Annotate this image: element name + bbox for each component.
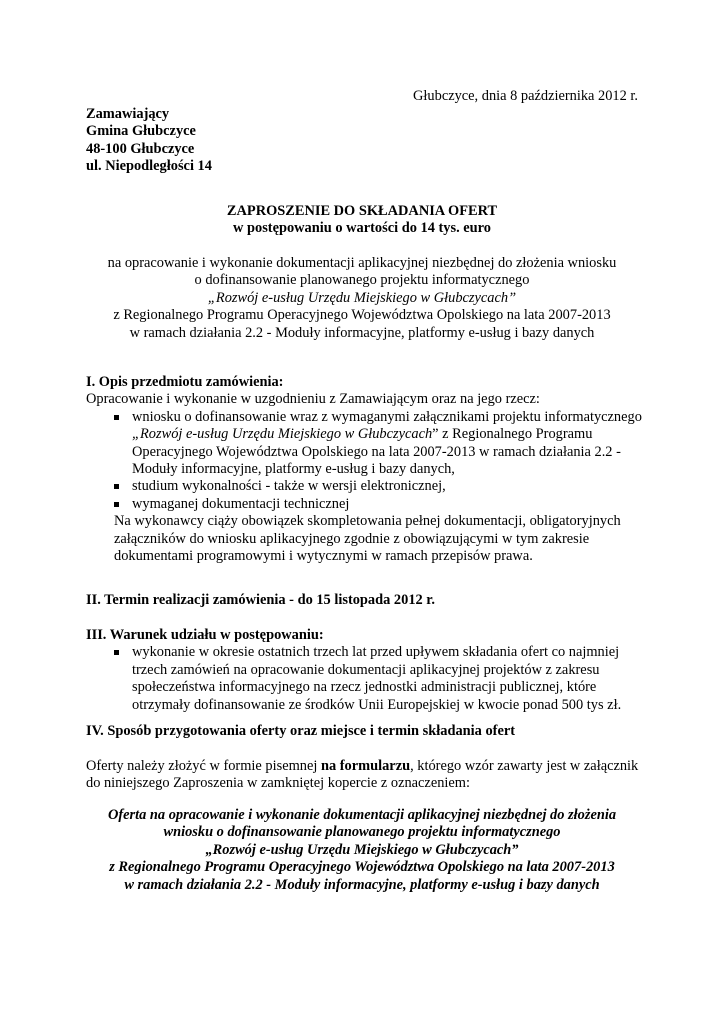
sender-line: 48-100 Głubczyce: [86, 140, 195, 157]
sender-block: [86, 106, 212, 176]
subject-line: z Regionalnego Programu Operacyjnego Województwa Opolskiego na lata 2007-2013: [113, 307, 611, 324]
document-title: [60, 203, 664, 238]
list-item: [100, 644, 646, 714]
sender-line: Zamawiający: [86, 106, 170, 122]
item-text: studium wykonalności - także w wersji elektronicznej,: [132, 478, 446, 495]
subject-block: [60, 255, 664, 342]
list-item: [100, 409, 646, 479]
subject-line: „Rozwój e-usług Urzędu Miejskiego w Głubczycach”: [207, 289, 517, 306]
list-item: [100, 478, 646, 495]
para-text-bold: na formularzu: [320, 758, 411, 774]
item-text: wniosku o dofinansowanie wraz z wymaganymi załącznikami projektu informatycznego: [132, 408, 642, 425]
offer-line: „Rozwój e-usług Urzędu Miejskiego w Głubczycach”: [205, 841, 519, 858]
section-4-paragraph: [86, 758, 646, 793]
item-text-italic: „Rozwój e-usług Urzędu Miejskiego w Głubczycach: [132, 426, 433, 443]
title-line: w postępowaniu o wartości do 14 tys. euro: [233, 220, 491, 237]
section-intro: Opracowanie i wykonanie w uzgodnieniu z Zamawiającym oraz na jego rzecz:: [86, 391, 540, 408]
offer-line: w ramach działania 2.2 - Moduły informacyjne, platformy e-usług i bazy danych: [124, 876, 600, 893]
para-text: Oferty należy złożyć w formie pisemnej: [86, 758, 321, 774]
section-1: [86, 374, 646, 565]
subject-line: na opracowanie i wykonanie dokumentacji aplikacyjnej niezbędnej do złożenia wniosku: [107, 255, 617, 271]
subject-line: w ramach działania 2.2 - Moduły informacyjne, platformy e-usług i bazy danych: [129, 324, 595, 341]
item-text: wymaganej dokumentacji technicznej: [132, 495, 350, 512]
sender-line: Gmina Głubczyce: [86, 123, 196, 140]
offer-line: wniosku o dofinansowanie planowanego projektu informatycznego: [163, 824, 561, 841]
section-heading: I. Opis przedmiotu zamówienia:: [86, 374, 284, 390]
date-line: Głubczyce, dnia 8 października 2012 r.: [413, 88, 638, 104]
section-2-heading: II. Termin realizacji zamówienia - do 15 listopada 2012 r.: [86, 592, 435, 608]
title-line: ZAPROSZENIE DO SKŁADANIA OFERT: [226, 203, 498, 219]
section-heading: III. Warunek udziału w postępowaniu:: [86, 627, 324, 643]
offer-line: z Regionalnego Programu Operacyjnego Województwa Opolskiego na lata 2007-2013: [109, 859, 615, 876]
subject-line: o dofinansowanie planowanego projektu informatycznego: [194, 272, 530, 289]
sender-line: ul. Niepodległości 14: [86, 158, 212, 175]
section-4-heading: IV. Sposób przygotowania oferty oraz miejsce i termin składania ofert: [86, 723, 516, 739]
list-item: [100, 496, 646, 513]
scope-list: [86, 409, 646, 513]
item-text: wykonanie w okresie ostatnich trzech lat przed upływem składania ofert co najmniej trzech zamówień na opracowanie dokumentacji aplikacyjnej projektów z zakresu społeczeństwa informacyjnego na rzecz jednostki administracji publicznej, które otrzymały dofinansowanie ze środków Unii Europejskiej w kwocie ponad 500 tys zł.: [132, 644, 622, 713]
condition-list: [86, 644, 646, 714]
offer-label: [70, 807, 654, 894]
section-3: [86, 627, 646, 714]
para-text: , którego wzór zawarty jest w załącznik do niniejszego Zaproszenia w zamkniętej kopercie z oznaczeniem:: [86, 758, 639, 792]
offer-line: Oferta na opracowanie i wykonanie dokumentacji aplikacyjnej niezbędnej do złożenia: [107, 807, 617, 823]
item-text: ” z Regionalnego Programu Operacyjnego Województwa Opolskiego na lata 2007-2013 w ramach działania 2.2 - Moduły informacyjne, platformy e-usług i bazy danych,: [132, 426, 621, 478]
section-note: Na wykonawcy ciąży obowiązek skompletowania pełnej dokumentacji, obligatoryjnych załączników do wniosku aplikacyjnego zgodnie z obowiązującymi w tym zakresie dokumentami programowymi i wytycznymi w ramach przepisów prawa.: [114, 513, 621, 565]
